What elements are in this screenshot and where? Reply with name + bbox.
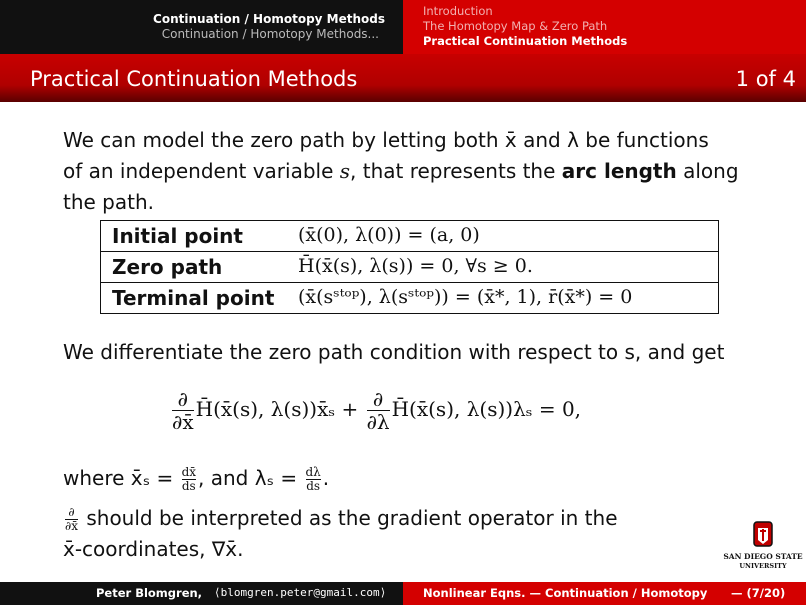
intro-line-1: We can model the zero path by letting both x̄ and λ be functions	[63, 128, 709, 152]
row-label: Zero path	[112, 255, 223, 279]
frame-title-bar	[0, 54, 806, 102]
intro-line-3: the path.	[63, 190, 155, 214]
frame-page-indicator: 1 of 4	[735, 67, 796, 91]
differentiate-paragraph: We differentiate the zero path condition with respect to s, and get	[63, 340, 725, 364]
nav-item-homotopy-map[interactable]: The Homotopy Map & Zero Path	[423, 19, 608, 33]
row-label: Initial point	[112, 224, 243, 248]
gradient-note-line-2: x̄-coordinates, ∇x̄.	[63, 537, 244, 561]
nav-item-introduction[interactable]: Introduction	[423, 4, 493, 18]
table-row	[101, 252, 718, 283]
where-definitions: where x̄ₛ = $\frac{dx̄}{ds}$ , and λₛ = $\frac{d\lambda}{ds}$ .	[63, 465, 330, 493]
footer-short-title: Nonlinear Eqns. — Continuation / Homotopy	[423, 586, 708, 600]
partial-x-small-fraction: $\frac{\partial}{\partial x̄}$	[65, 505, 78, 533]
footer-bar	[0, 582, 806, 605]
intro-line-2: of an independent variable s, that represents the arc length along	[63, 159, 739, 183]
table-row	[101, 221, 718, 252]
partial-x-fraction: $\frac{\partial}{\partial x̄}$	[172, 387, 194, 434]
footer-right	[403, 582, 806, 605]
row-value: H̄(x̄(s), λ(s)) = 0, ∀s ≥ 0.	[298, 255, 533, 277]
table-row	[101, 283, 718, 313]
svg-text:SAN DIEGO STATE: SAN DIEGO STATE	[723, 552, 803, 561]
footer-email: ⟨blomgren.peter@gmail.com⟩	[214, 586, 387, 599]
svg-text:UNIVERSITY: UNIVERSITY	[739, 562, 787, 570]
path-conditions-table	[100, 220, 719, 314]
header-section	[0, 0, 403, 54]
university-logo	[722, 520, 804, 580]
dlambda-ds-fraction: $\frac{d\lambda}{ds}$	[305, 465, 321, 493]
row-value: (x̄(0), λ(0)) = (a, 0)	[298, 224, 480, 246]
frame-title: Practical Continuation Methods	[30, 67, 358, 91]
footer-page-number: — (7/20)	[731, 586, 786, 600]
row-value: (x̄(sˢᵗᵒᵖ), λ(sˢᵗᵒᵖ)) = (x̄*, 1), r̄(x̄*) = 0	[298, 286, 633, 308]
row-label: Terminal point	[112, 286, 275, 310]
equation-term-1: H̄(x̄(s), λ(s))x̄ₛ +	[195, 397, 359, 421]
derivative-equation	[170, 388, 581, 433]
section-title[interactable]: Continuation / Homotopy Methods	[153, 12, 385, 26]
subsection-title[interactable]: Continuation / Homotopy Methods...	[161, 27, 379, 41]
nav-item-practical-continuation[interactable]: Practical Continuation Methods	[423, 34, 628, 48]
equation-term-2: H̄(x̄(s), λ(s))λₛ = 0,	[391, 397, 582, 421]
partial-lambda-fraction: $\frac{\partial}{\partial\lambda}$	[366, 387, 390, 434]
header-nav	[403, 0, 806, 54]
footer-left	[0, 582, 403, 605]
dx-ds-fraction: $\frac{dx̄}{ds}$	[181, 465, 197, 493]
gradient-note-line-1: $\frac{\partial}{\partial x̄}$ should be interpreted as the gradient operator in the	[65, 505, 618, 533]
footer-author: Peter Blomgren,	[96, 586, 203, 600]
intro-paragraph	[63, 125, 753, 218]
